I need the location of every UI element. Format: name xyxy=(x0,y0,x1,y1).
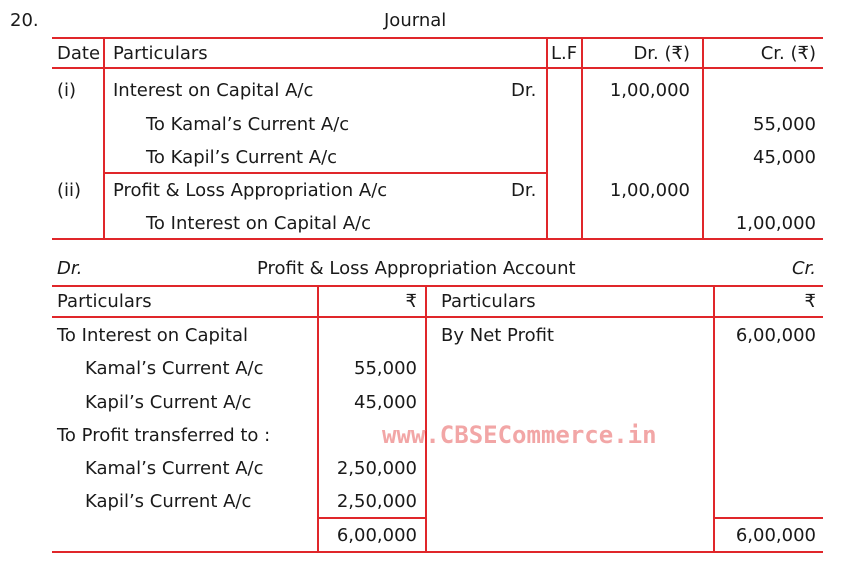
appropriation-center-divider xyxy=(425,285,427,553)
left-row-1-text: To Interest on Capital xyxy=(57,325,249,346)
journal-header-dr: Dr. (₹) xyxy=(633,43,690,64)
journal-col-date-divider xyxy=(103,37,105,240)
appropriation-right-total-rule xyxy=(714,517,823,519)
entry-1-credit-2-account: To Kapil’s Current A/c xyxy=(146,147,338,168)
left-row-5-text: Kamal’s Current A/c xyxy=(85,458,264,479)
left-row-2-text: Kamal’s Current A/c xyxy=(85,358,264,379)
entry-1-credit-1-account: To Kamal’s Current A/c xyxy=(146,114,350,135)
appropriation-header-right-amount: ₹ xyxy=(804,291,816,312)
journal-col-dr-divider xyxy=(702,37,704,240)
appropriation-header-left-amount: ₹ xyxy=(405,291,417,312)
appropriation-left-amount-divider xyxy=(317,285,319,553)
entry-2-dr-amount: 1,00,000 xyxy=(609,180,690,201)
right-row-1-amount: 6,00,000 xyxy=(735,325,816,346)
left-row-2-amount: 55,000 xyxy=(354,358,417,379)
entry-1-dr-amount: 1,00,000 xyxy=(609,80,690,101)
entry-2-date: (ii) xyxy=(57,180,82,201)
journal-col-particulars-divider xyxy=(546,37,548,240)
left-row-6-amount: 2,50,000 xyxy=(336,491,417,512)
left-total: 6,00,000 xyxy=(336,525,417,546)
left-row-6-text: Kapil’s Current A/c xyxy=(85,491,252,512)
journal-top-rule xyxy=(52,37,823,39)
entry-1-credit-2-amount: 45,000 xyxy=(753,147,816,168)
entry-1-dr-marker: Dr. xyxy=(511,80,537,101)
journal-header-rule xyxy=(52,67,823,69)
journal-col-lf-divider xyxy=(581,37,583,240)
journal-header-cr: Cr. (₹) xyxy=(760,43,816,64)
entry-1-date: (i) xyxy=(57,80,77,101)
appropriation-title: Profit & Loss Appropriation Account xyxy=(257,258,576,279)
left-row-4-text: To Profit transferred to : xyxy=(57,425,271,446)
journal-entry-separator xyxy=(104,172,547,174)
entry-1-credit-1-amount: 55,000 xyxy=(753,114,816,135)
left-row-5-amount: 2,50,000 xyxy=(336,458,417,479)
entry-2-debit-account: Profit & Loss Appropriation A/c xyxy=(113,180,388,201)
journal-title: Journal xyxy=(384,10,447,31)
appropriation-header-left-particulars: Particulars xyxy=(57,291,152,312)
journal-header-lf: L.F xyxy=(551,43,578,64)
appropriation-right-amount-divider xyxy=(713,285,715,553)
entry-2-credit-1-account: To Interest on Capital A/c xyxy=(146,213,372,234)
journal-bottom-rule xyxy=(52,238,823,240)
appropriation-header-rule xyxy=(52,316,823,318)
left-row-3-amount: 45,000 xyxy=(354,392,417,413)
watermark: www.CBSECommerce.in xyxy=(382,421,657,449)
appropriation-dr-label: Dr. xyxy=(57,258,83,279)
appropriation-left-total-rule xyxy=(318,517,426,519)
entry-2-dr-marker: Dr. xyxy=(511,180,537,201)
appropriation-header-right-particulars: Particulars xyxy=(441,291,536,312)
appropriation-bottom-rule xyxy=(52,551,823,553)
right-total: 6,00,000 xyxy=(735,525,816,546)
left-row-3-text: Kapil’s Current A/c xyxy=(85,392,252,413)
appropriation-top-rule xyxy=(52,285,823,287)
entry-2-credit-1-amount: 1,00,000 xyxy=(735,213,816,234)
question-number: 20. xyxy=(10,10,39,31)
journal-header-particulars: Particulars xyxy=(113,43,208,64)
journal-header-date: Date xyxy=(57,43,101,64)
appropriation-cr-label: Cr. xyxy=(791,258,816,279)
entry-1-debit-account: Interest on Capital A/c xyxy=(113,80,314,101)
right-row-1-text: By Net Profit xyxy=(441,325,554,346)
